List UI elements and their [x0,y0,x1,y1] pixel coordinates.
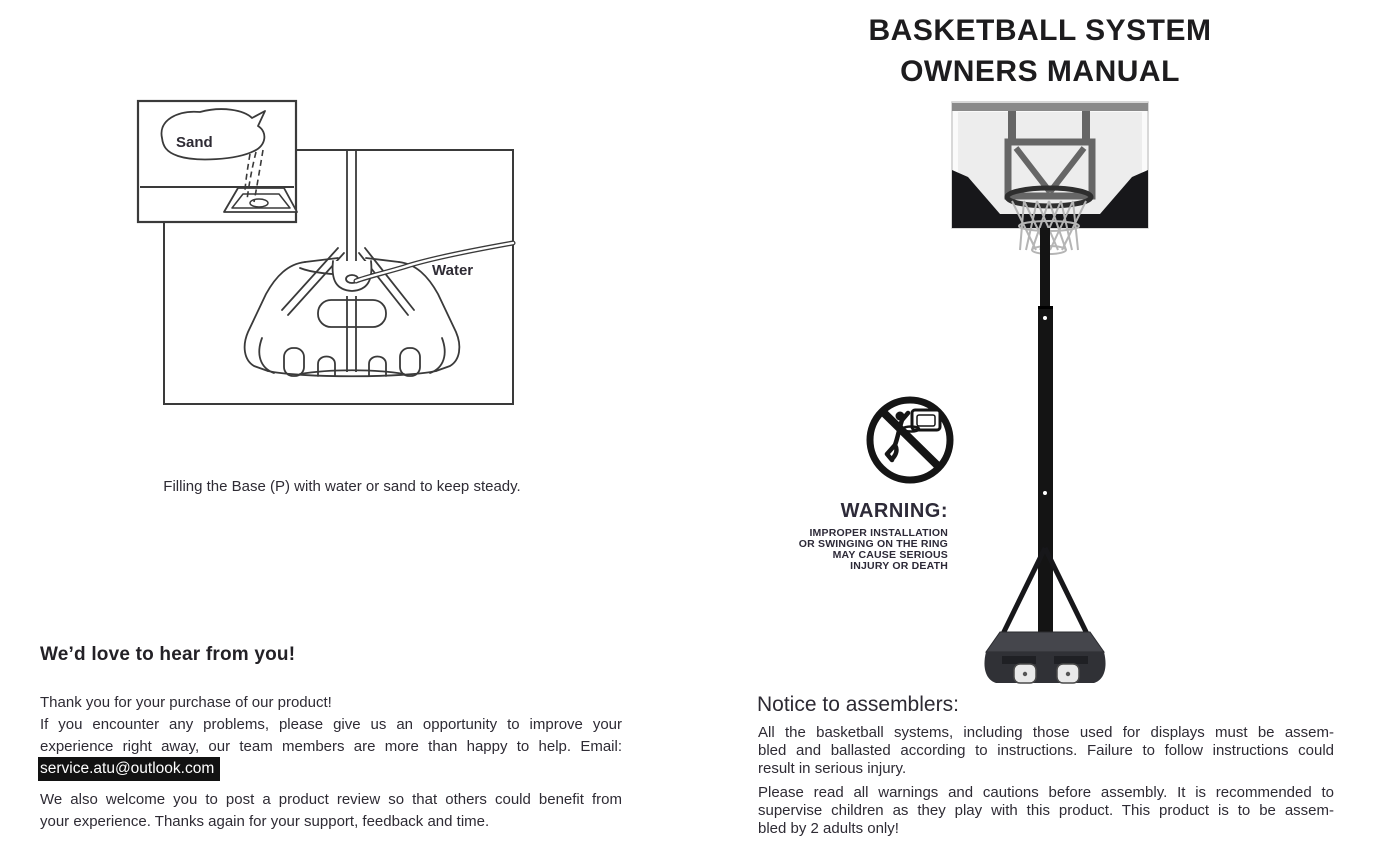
notice-heading: Notice to assemblers: [757,693,959,716]
warning-block [757,500,948,572]
notice-line: All the basketball systems, including those used for displays must be assem- [758,724,1334,741]
feedback-line: If you encounter any problems, please give us an opportunity to improve your [40,716,622,733]
notice-line: Please read all warnings and cautions before assembly. It is recommended to [758,784,1334,801]
notice-line: result in serious injury. [758,760,907,777]
feedback-line: your experience. Thanks again for your support, feedback and time. [40,813,490,830]
notice-line: bled and ballasted according to instructions. Failure to follow instructions could [758,742,1334,759]
notice-line: bled by 2 adults only! [758,820,899,837]
warning-heading: WARNING: [840,500,948,522]
feedback-heading: We’d love to hear from you! [40,644,296,665]
base-filling-illustration [130,95,522,415]
illustration-caption: Filling the Base (P) with water or sand to keep steady. [163,478,521,495]
water-label: Water [432,262,474,279]
basketball-system-image [930,95,1170,690]
title-line-1: BASKETBALL SYSTEM [868,14,1212,47]
warning-line: INJURY OR DEATH [850,560,948,572]
feedback-paragraph-2 [40,789,622,833]
sand-inset [138,101,297,222]
support-email: service.atu@outlook.com [38,757,220,781]
notice-paragraph-1 [758,724,1334,778]
base [984,632,1105,683]
no-hanging-warning-icon [862,392,958,488]
page-title [810,10,1270,92]
warning-line: MAY CAUSE SERIOUS [832,549,948,561]
notice-line: supervise children as they play with this product. This product is to be assem- [758,802,1334,819]
feedback-line: experience right away, our team members are more than happy to help. Email: [40,738,622,755]
title-line-2: OWNERS MANUAL [900,55,1180,88]
pole [1038,228,1053,643]
warning-line: IMPROPER INSTALLATION [809,527,948,539]
feedback-line: We also welcome you to post a product review so that others could benefit from [40,791,622,808]
feedback-line: Thank you for your purchase of our product! [40,694,332,711]
email-highlight-row [38,757,220,781]
feedback-paragraph-1 [40,692,622,758]
warning-line: OR SWINGING ON THE RING [798,538,948,550]
backboard [952,102,1148,228]
notice-paragraph-2 [758,784,1334,838]
sand-label: Sand [176,134,213,151]
